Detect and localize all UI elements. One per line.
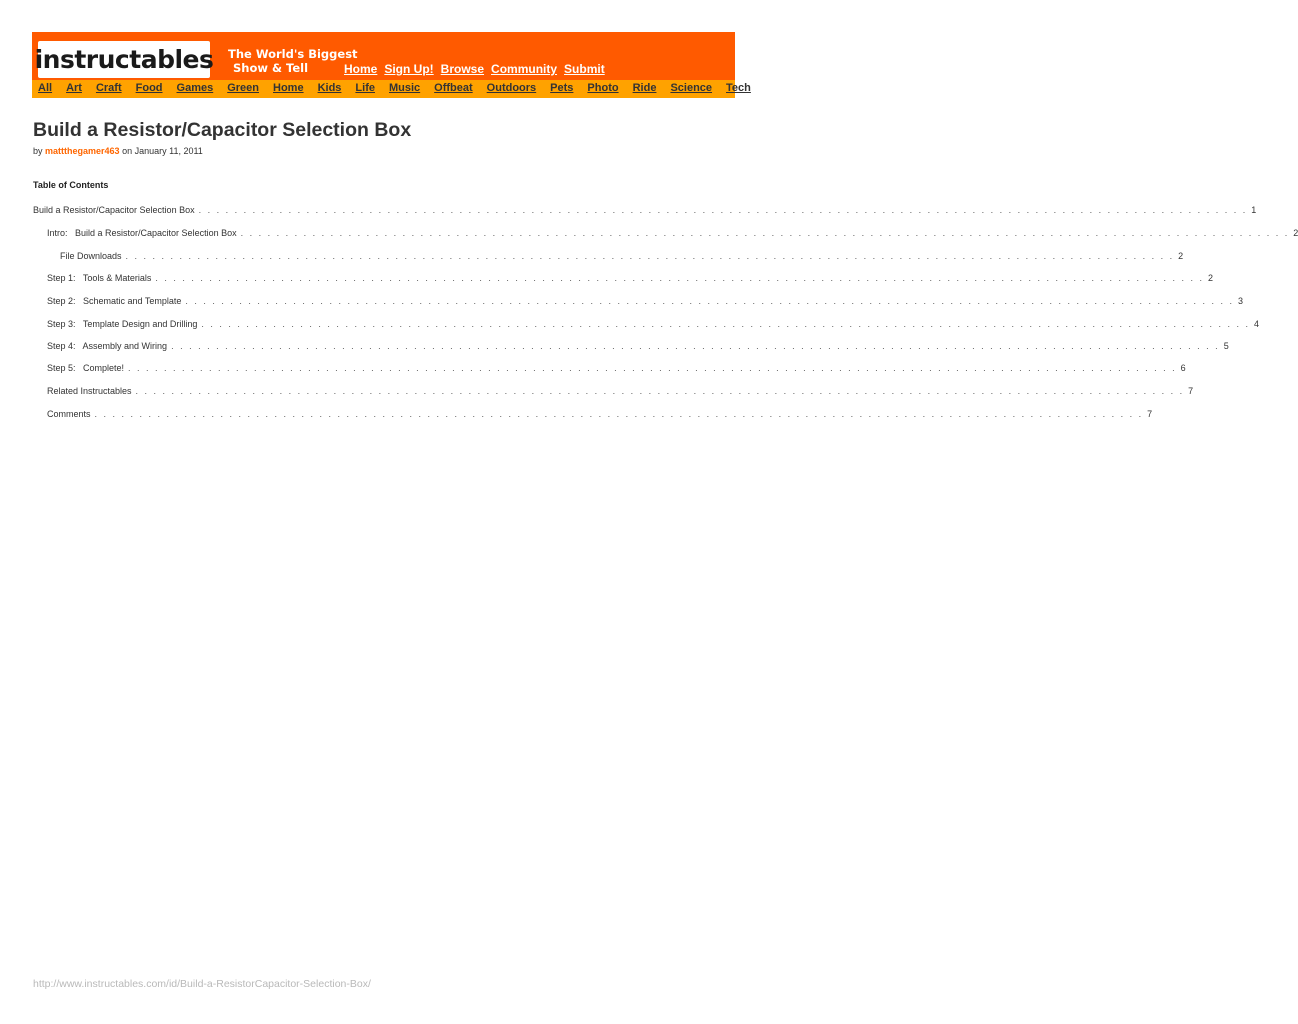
toc-entry-label: File Downloads: [60, 251, 122, 261]
toc-entry-page: 4: [1254, 319, 1260, 329]
byline-prefix: by: [33, 146, 43, 156]
top-nav: [344, 62, 605, 76]
toc-entry-page: 5: [1223, 341, 1229, 351]
category-link-games[interactable]: Games: [176, 82, 214, 94]
toc-entry-page: 6: [1180, 363, 1186, 373]
toc-entry-page: 7: [1188, 386, 1194, 396]
category-link-pets[interactable]: Pets: [550, 82, 574, 94]
toc-entry-label: Step 4: Assembly and Wiring: [47, 341, 168, 351]
category-link-tech[interactable]: Tech: [726, 82, 751, 94]
logo-text: instructables: [34, 45, 214, 74]
toc-entry-label: Step 5: Complete!: [47, 363, 125, 373]
toc-leader-dots: . . . . . . . . . . . . . . . . . . . . . . . . . . . . . . . . . . . . . . . . . . . . . . . . . . . . . . . . . . . . . . . . . . . . . . . . . . . . . . . . . . . . . . . . . . . . . . . . . . . . . . . . . . . . . . . . . . . . .: [198, 205, 1248, 215]
toc-leader-dots: . . . . . . . . . . . . . . . . . . . . . . . . . . . . . . . . . . . . . . . . . . . . . . . . . . . . . . . . . . . . . . . . . . . . . . . . . . . . . . . . . . . . . . . . . . . . . . . . . . . . . . . . . . . . . . . . . . . . .: [94, 409, 1144, 419]
toc-leader-dots: . . . . . . . . . . . . . . . . . . . . . . . . . . . . . . . . . . . . . . . . . . . . . . . . . . . . . . . . . . . . . . . . . . . . . . . . . . . . . . . . . . . . . . . . . . . . . . . . . . . . . . . . . . . . . . . . . . . . .: [240, 228, 1290, 238]
site-logo[interactable]: [34, 41, 214, 78]
nav-link-home[interactable]: Home: [344, 62, 378, 76]
toc-leader-dots: . . . . . . . . . . . . . . . . . . . . . . . . . . . . . . . . . . . . . . . . . . . . . . . . . . . . . . . . . . . . . . . . . . . . . . . . . . . . . . . . . . . . . . . . . . . . . . . . . . . . . . . . . . . . . . . . . . . . .: [185, 296, 1235, 306]
category-link-green[interactable]: Green: [227, 82, 260, 94]
toc-leader-dots: . . . . . . . . . . . . . . . . . . . . . . . . . . . . . . . . . . . . . . . . . . . . . . . . . . . . . . . . . . . . . . . . . . . . . . . . . . . . . . . . . . . . . . . . . . . . . . . . . . . . . . . . . . . . . . . . . . . . .: [201, 319, 1251, 329]
category-link-home[interactable]: Home: [273, 82, 304, 94]
toc-entry[interactable]: [47, 228, 1298, 238]
author-link[interactable]: mattthegamer463: [45, 146, 120, 156]
toc-entry-label: Step 3: Template Design and Drilling: [47, 319, 198, 329]
category-link-offbeat[interactable]: Offbeat: [434, 82, 473, 94]
toc-entry-label: Step 2: Schematic and Template: [47, 296, 182, 306]
publish-date: on January 11, 2011: [122, 146, 203, 156]
toc-entry-label: Build a Resistor/Capacitor Selection Box: [33, 205, 195, 215]
category-link-art[interactable]: Art: [66, 82, 82, 94]
toc-entry-label: Comments: [47, 409, 91, 419]
toc-entry[interactable]: [47, 296, 1244, 306]
toc-leader-dots: . . . . . . . . . . . . . . . . . . . . . . . . . . . . . . . . . . . . . . . . . . . . . . . . . . . . . . . . . . . . . . . . . . . . . . . . . . . . . . . . . . . . . . . . . . . . . . . . . . . . . . . . . . . . . . . . . . . . .: [135, 386, 1185, 396]
nav-link-browse[interactable]: Browse: [440, 62, 485, 76]
tagline-line-2: Show & Tell: [233, 61, 309, 75]
site-tagline: [228, 47, 358, 75]
toc-entry-page: 2: [1178, 251, 1184, 261]
toc-leader-dots: . . . . . . . . . . . . . . . . . . . . . . . . . . . . . . . . . . . . . . . . . . . . . . . . . . . . . . . . . . . . . . . . . . . . . . . . . . . . . . . . . . . . . . . . . . . . . . . . . . . . . . . . . . . . . . . . . . . . .: [125, 251, 1175, 261]
toc-entry-page: 2: [1208, 273, 1214, 283]
category-link-craft[interactable]: Craft: [95, 82, 122, 94]
category-link-all[interactable]: All: [38, 82, 53, 94]
category-link-ride[interactable]: Ride: [632, 82, 657, 94]
site-header-banner: [32, 32, 735, 80]
toc-leader-dots: . . . . . . . . . . . . . . . . . . . . . . . . . . . . . . . . . . . . . . . . . . . . . . . . . . . . . . . . . . . . . . . . . . . . . . . . . . . . . . . . . . . . . . . . . . . . . . . . . . . . . . . . . . . . . . . . . . . . .: [155, 273, 1205, 283]
toc-entry-page: 2: [1293, 228, 1298, 238]
toc-entry-page: 1: [1251, 205, 1257, 215]
toc-entry[interactable]: [47, 409, 1153, 419]
toc-heading: Table of Contents: [33, 180, 109, 190]
toc-entry[interactable]: [47, 363, 1186, 373]
toc-entry[interactable]: [47, 386, 1194, 396]
toc-entry-label: Related Instructables: [47, 386, 132, 396]
category-link-photo[interactable]: Photo: [587, 82, 619, 94]
toc-entry[interactable]: [47, 319, 1260, 329]
category-bar: [32, 80, 751, 98]
toc-entry[interactable]: [47, 341, 1229, 351]
category-link-music[interactable]: Music: [388, 82, 421, 94]
toc-leader-dots: . . . . . . . . . . . . . . . . . . . . . . . . . . . . . . . . . . . . . . . . . . . . . . . . . . . . . . . . . . . . . . . . . . . . . . . . . . . . . . . . . . . . . . . . . . . . . . . . . . . . . . . . . . . . . . . . . . . . .: [171, 341, 1220, 351]
toc-entry-label: Intro: Build a Resistor/Capacitor Selection Box: [47, 228, 237, 238]
footer-url[interactable]: http://www.instructables.com/id/Build-a-ResistorCapacitor-Selection-Box/: [33, 978, 371, 990]
nav-link-sign-up[interactable]: Sign Up!: [384, 62, 434, 76]
nav-link-community[interactable]: Community: [491, 62, 558, 76]
toc-entry-label: Step 1: Tools & Materials: [47, 273, 152, 283]
document-title: Build a Resistor/Capacitor Selection Box: [33, 119, 412, 141]
toc-leader-dots: . . . . . . . . . . . . . . . . . . . . . . . . . . . . . . . . . . . . . . . . . . . . . . . . . . . . . . . . . . . . . . . . . . . . . . . . . . . . . . . . . . . . . . . . . . . . . . . . . . . . . . . . . . . . . . . . . . . . .: [128, 363, 1177, 373]
category-link-kids[interactable]: Kids: [317, 82, 342, 94]
category-link-food[interactable]: Food: [135, 82, 163, 94]
nav-link-submit[interactable]: Submit: [564, 62, 605, 76]
category-link-science[interactable]: Science: [670, 82, 713, 94]
toc-entry-page: 3: [1238, 296, 1244, 306]
toc-entry[interactable]: [60, 251, 1184, 261]
byline: [33, 146, 203, 156]
toc-entry[interactable]: [33, 205, 1257, 215]
toc-entry-page: 7: [1147, 409, 1153, 419]
toc-entry[interactable]: [47, 273, 1214, 283]
category-link-outdoors[interactable]: Outdoors: [486, 82, 537, 94]
tagline-line-1: The World's Biggest: [228, 47, 358, 61]
category-link-life[interactable]: Life: [355, 82, 375, 94]
